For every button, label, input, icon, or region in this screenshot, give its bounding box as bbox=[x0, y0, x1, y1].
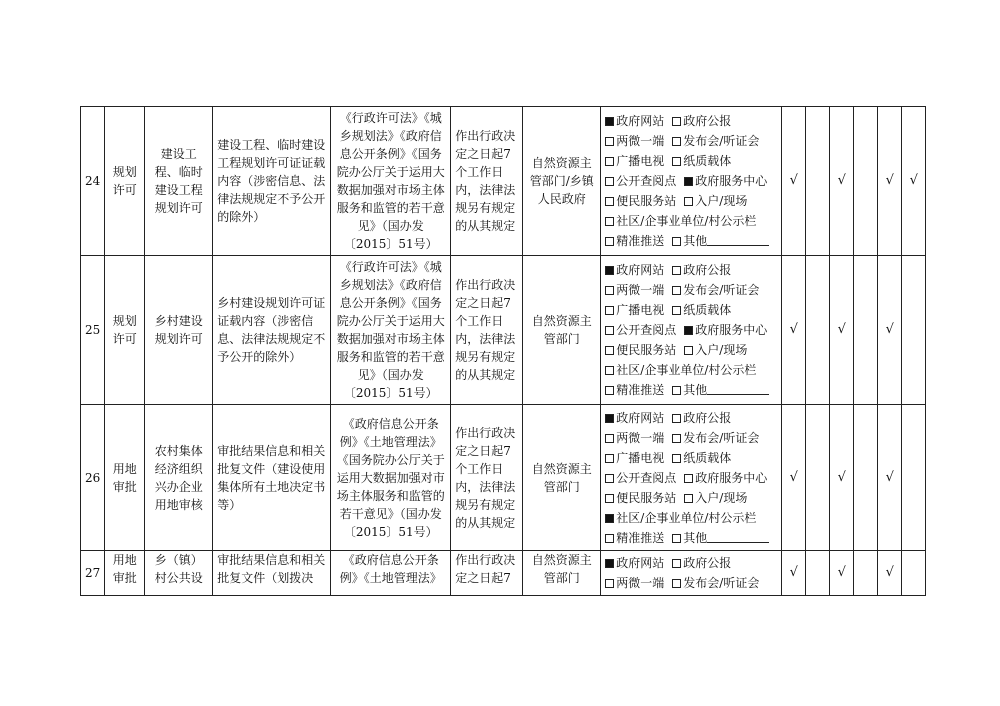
disclosure-channels bbox=[601, 107, 782, 256]
channel-option bbox=[605, 234, 664, 248]
channel-option bbox=[605, 174, 676, 188]
channel-line bbox=[605, 573, 777, 593]
matter-item: 乡（镇）村公共设 bbox=[145, 551, 213, 596]
channel-line bbox=[605, 231, 777, 251]
check-mark-cell: √ bbox=[902, 107, 926, 256]
channel-line bbox=[605, 468, 777, 488]
table-row bbox=[81, 551, 926, 596]
channel-label: 广播电视 bbox=[616, 303, 665, 317]
disclosure-time-limit: 作出行政决定之日起7个工作日内，法律法规另有规定的从其规定 bbox=[451, 405, 523, 551]
channel-label: 政府公报 bbox=[683, 556, 732, 570]
channel-label: 发布会/听证会 bbox=[683, 430, 760, 445]
responsible-department: 自然资源主管部门 bbox=[523, 405, 601, 551]
channel-option bbox=[672, 263, 731, 277]
channel-option bbox=[672, 303, 731, 317]
channel-label: 政府服务中心 bbox=[695, 470, 768, 485]
channel-option bbox=[672, 451, 731, 465]
channel-label: 两微一端 bbox=[616, 576, 665, 590]
checked-box-icon bbox=[684, 177, 693, 186]
checked-box-icon bbox=[605, 414, 614, 423]
disclosure-table bbox=[80, 106, 926, 596]
channel-label: 发布会/听证会 bbox=[683, 283, 760, 297]
channel-label: 社区/企事业单位/村公示栏 bbox=[616, 363, 757, 377]
check-mark-cell: √ bbox=[878, 551, 902, 596]
table-row bbox=[81, 405, 926, 551]
check-mark-cell bbox=[806, 107, 830, 256]
channel-line bbox=[605, 408, 777, 428]
channel-label: 纸质载体 bbox=[683, 154, 732, 168]
channel-label: 发布会/听证会 bbox=[683, 576, 760, 590]
check-mark-cell bbox=[854, 405, 878, 551]
channel-line bbox=[605, 360, 777, 380]
channel-option bbox=[605, 383, 664, 397]
checked-box-icon bbox=[605, 514, 614, 523]
channel-option bbox=[605, 343, 676, 357]
channel-option bbox=[605, 491, 676, 505]
channel-option bbox=[605, 576, 664, 590]
empty-box-icon bbox=[672, 286, 681, 295]
channel-option bbox=[605, 154, 664, 168]
empty-box-icon bbox=[672, 306, 681, 315]
channel-line bbox=[605, 553, 777, 573]
row-number: 26 bbox=[81, 405, 105, 551]
channel-line bbox=[605, 260, 777, 280]
checked-box-icon bbox=[605, 559, 614, 568]
channel-option bbox=[605, 471, 676, 485]
channel-option bbox=[672, 154, 731, 168]
channel-label: 政府网站 bbox=[616, 556, 665, 570]
check-mark-cell bbox=[806, 405, 830, 551]
channel-label: 公开查阅点 bbox=[616, 323, 677, 337]
responsible-department: 自然资源主管部门/乡镇人民政府 bbox=[523, 107, 601, 256]
channel-line bbox=[605, 340, 777, 360]
channel-label: 其他 bbox=[683, 383, 708, 397]
empty-box-icon bbox=[605, 157, 614, 166]
disclosure-channels bbox=[601, 256, 782, 405]
channel-label: 政府服务中心 bbox=[695, 323, 768, 337]
disclosure-basis: 《政府信息公开条例》《土地管理法》 bbox=[331, 551, 451, 596]
empty-box-icon bbox=[684, 494, 693, 503]
empty-box-icon bbox=[605, 454, 614, 463]
channel-label: 两微一端 bbox=[616, 134, 665, 148]
channel-option bbox=[605, 431, 664, 445]
channel-label: 入户/现场 bbox=[695, 490, 748, 505]
check-mark-cell: √ bbox=[830, 405, 854, 551]
channel-line bbox=[605, 380, 777, 400]
channel-option bbox=[605, 531, 664, 545]
empty-box-icon bbox=[605, 237, 614, 246]
channel-label: 便民服务站 bbox=[616, 194, 677, 208]
responsible-department: 自然资源主管部门 bbox=[523, 256, 601, 405]
channel-label: 入户/现场 bbox=[695, 343, 748, 357]
matter-item: 建设工程、临时建设工程规划许可 bbox=[145, 107, 213, 256]
channel-label: 其他 bbox=[683, 530, 708, 545]
check-mark-cell: √ bbox=[782, 107, 806, 256]
empty-box-icon bbox=[605, 137, 614, 146]
channel-option bbox=[605, 363, 756, 377]
channel-label: 便民服务站 bbox=[616, 490, 677, 505]
empty-box-icon bbox=[605, 217, 614, 226]
check-mark-cell: √ bbox=[878, 256, 902, 405]
empty-box-icon bbox=[605, 386, 614, 395]
channel-line bbox=[605, 280, 777, 300]
checked-box-icon bbox=[605, 117, 614, 126]
channel-option bbox=[672, 234, 769, 248]
check-mark-cell bbox=[854, 256, 878, 405]
matter-type: 用地审批 bbox=[105, 551, 145, 596]
empty-box-icon bbox=[605, 579, 614, 588]
channel-label: 精准推送 bbox=[616, 530, 665, 545]
channel-option bbox=[605, 134, 664, 148]
matter-item: 农村集体经济组织兴办企业用地审核 bbox=[145, 405, 213, 551]
channel-option bbox=[672, 283, 759, 297]
channel-label: 便民服务站 bbox=[616, 343, 677, 357]
table-row bbox=[81, 107, 926, 256]
channel-option bbox=[672, 431, 759, 445]
empty-box-icon bbox=[672, 414, 681, 423]
matter-item: 乡村建设规划许可 bbox=[145, 256, 213, 405]
channel-option bbox=[605, 511, 756, 525]
blank-line bbox=[707, 233, 769, 246]
channel-line bbox=[605, 508, 777, 528]
empty-box-icon bbox=[672, 266, 681, 275]
channel-line bbox=[605, 428, 777, 448]
channel-option bbox=[672, 556, 731, 570]
empty-box-icon bbox=[684, 197, 693, 206]
channel-label: 精准推送 bbox=[616, 234, 665, 248]
empty-box-icon bbox=[672, 559, 681, 568]
empty-box-icon bbox=[605, 494, 614, 503]
channel-option bbox=[672, 383, 769, 397]
channel-line bbox=[605, 448, 777, 468]
row-number: 25 bbox=[81, 256, 105, 405]
channel-line bbox=[605, 320, 777, 340]
channel-line bbox=[605, 300, 777, 320]
disclosure-content: 乡村建设规划许可证证载内容（涉密信息、法律法规规定不予公开的除外） bbox=[213, 256, 331, 405]
check-mark-cell: √ bbox=[878, 405, 902, 551]
channel-label: 纸质载体 bbox=[683, 450, 732, 465]
channel-option bbox=[605, 451, 664, 465]
disclosure-content: 审批结果信息和相关批复文件（划拨决 bbox=[213, 551, 331, 596]
channel-label: 广播电视 bbox=[616, 154, 665, 168]
empty-box-icon bbox=[605, 306, 614, 315]
channel-line bbox=[605, 151, 777, 171]
check-mark-cell bbox=[902, 405, 926, 551]
row-number: 24 bbox=[81, 107, 105, 256]
check-mark-cell: √ bbox=[830, 107, 854, 256]
empty-box-icon bbox=[605, 177, 614, 186]
channel-line bbox=[605, 528, 777, 548]
channel-option bbox=[605, 194, 676, 208]
blank-line bbox=[707, 382, 769, 395]
empty-box-icon bbox=[605, 534, 614, 543]
responsible-department: 自然资源主管部门 bbox=[523, 551, 601, 596]
channel-label: 社区/企事业单位/村公示栏 bbox=[616, 214, 757, 228]
disclosure-time-limit: 作出行政决定之日起7个工作日内，法律法规另有规定的从其规定 bbox=[451, 256, 523, 405]
channel-line bbox=[605, 191, 777, 211]
channel-label: 发布会/听证会 bbox=[683, 134, 760, 148]
check-mark-cell bbox=[902, 551, 926, 596]
channel-option bbox=[605, 556, 664, 570]
disclosure-channels bbox=[601, 551, 782, 596]
channel-option bbox=[605, 214, 756, 228]
channel-label: 公开查阅点 bbox=[616, 174, 677, 188]
empty-box-icon bbox=[672, 137, 681, 146]
disclosure-time-limit: 作出行政决定之日起7 bbox=[451, 551, 523, 596]
channel-option bbox=[672, 134, 759, 148]
channel-label: 两微一端 bbox=[616, 283, 665, 297]
channel-line bbox=[605, 131, 777, 151]
disclosure-content: 审批结果信息和相关批复文件（建设使用集体所有土地决定书等） bbox=[213, 405, 331, 551]
empty-box-icon bbox=[605, 326, 614, 335]
channel-line bbox=[605, 211, 777, 231]
row-number: 27 bbox=[81, 551, 105, 596]
channel-label: 政府公报 bbox=[683, 114, 732, 128]
check-mark-cell bbox=[854, 107, 878, 256]
channel-option bbox=[605, 114, 664, 128]
disclosure-time-limit: 作出行政决定之日起7个工作日内，法律法规另有规定的从其规定 bbox=[451, 107, 523, 256]
check-mark-cell: √ bbox=[782, 256, 806, 405]
channel-label: 政府服务中心 bbox=[695, 174, 768, 188]
channel-option bbox=[684, 471, 767, 485]
empty-box-icon bbox=[672, 237, 681, 246]
empty-box-icon bbox=[672, 157, 681, 166]
empty-box-icon bbox=[605, 286, 614, 295]
channel-option bbox=[672, 411, 731, 425]
empty-box-icon bbox=[672, 579, 681, 588]
channel-label: 政府网站 bbox=[616, 114, 665, 128]
empty-box-icon bbox=[605, 197, 614, 206]
channel-label: 政府网站 bbox=[616, 410, 665, 425]
channel-option bbox=[605, 303, 664, 317]
table-row bbox=[81, 256, 926, 405]
check-mark-cell bbox=[806, 551, 830, 596]
channel-line bbox=[605, 111, 777, 131]
matter-type: 用地审批 bbox=[105, 405, 145, 551]
empty-box-icon bbox=[605, 346, 614, 355]
channel-option bbox=[605, 283, 664, 297]
check-mark-cell: √ bbox=[878, 107, 902, 256]
channel-label: 纸质载体 bbox=[683, 303, 732, 317]
empty-box-icon bbox=[684, 474, 693, 483]
empty-box-icon bbox=[605, 434, 614, 443]
channel-label: 精准推送 bbox=[616, 383, 665, 397]
channel-option bbox=[605, 411, 664, 425]
channel-option bbox=[672, 114, 731, 128]
empty-box-icon bbox=[605, 366, 614, 375]
disclosure-content: 建设工程、临时建设工程规划许可证证载内容（涉密信息、法律法规规定不予公开的除外） bbox=[213, 107, 331, 256]
channel-label: 政府公报 bbox=[683, 410, 732, 425]
channel-line bbox=[605, 171, 777, 191]
checked-box-icon bbox=[684, 326, 693, 335]
channel-option bbox=[684, 343, 747, 357]
channel-label: 社区/企事业单位/村公示栏 bbox=[616, 510, 757, 525]
disclosure-basis: 《政府信息公开条例》《土地管理法》《国务院办公厅关于运用大数据加强对市场主体服务和监管的若干意见》（国办发〔2015〕51号） bbox=[331, 405, 451, 551]
channel-option bbox=[684, 174, 767, 188]
channel-label: 广播电视 bbox=[616, 450, 665, 465]
channel-option bbox=[672, 531, 769, 545]
channel-label: 公开查阅点 bbox=[616, 470, 677, 485]
check-mark-cell bbox=[806, 256, 830, 405]
channel-option bbox=[672, 576, 759, 590]
channel-label: 其他 bbox=[683, 234, 708, 248]
checked-box-icon bbox=[605, 266, 614, 275]
empty-box-icon bbox=[672, 454, 681, 463]
disclosure-channels bbox=[601, 405, 782, 551]
check-mark-cell: √ bbox=[782, 405, 806, 551]
check-mark-cell: √ bbox=[830, 551, 854, 596]
blank-line bbox=[707, 530, 769, 543]
channel-label: 政府网站 bbox=[616, 263, 665, 277]
channel-label: 两微一端 bbox=[616, 430, 665, 445]
check-mark-cell bbox=[902, 256, 926, 405]
disclosure-basis: 《行政许可法》《城乡规划法》《政府信息公开条例》《国务院办公厅关于运用大数据加强对市场主体服务和监管的若干意见》（国办发〔2015〕51号） bbox=[331, 256, 451, 405]
channel-line bbox=[605, 488, 777, 508]
channel-option bbox=[684, 194, 747, 208]
disclosure-basis: 《行政许可法》《城乡规划法》《政府信息公开条例》《国务院办公厅关于运用大数据加强对市场主体服务和监管的若干意见》（国办发〔2015〕51号） bbox=[331, 107, 451, 256]
check-mark-cell: √ bbox=[830, 256, 854, 405]
channel-option bbox=[605, 263, 664, 277]
channel-option bbox=[605, 323, 676, 337]
empty-box-icon bbox=[605, 474, 614, 483]
channel-option bbox=[684, 491, 747, 505]
channel-label: 政府公报 bbox=[683, 263, 732, 277]
matter-type: 规划许可 bbox=[105, 256, 145, 405]
empty-box-icon bbox=[672, 434, 681, 443]
empty-box-icon bbox=[672, 386, 681, 395]
matter-type: 规划许可 bbox=[105, 107, 145, 256]
check-mark-cell bbox=[854, 551, 878, 596]
empty-box-icon bbox=[684, 346, 693, 355]
channel-label: 入户/现场 bbox=[695, 194, 748, 208]
channel-option bbox=[684, 323, 767, 337]
check-mark-cell: √ bbox=[782, 551, 806, 596]
empty-box-icon bbox=[672, 534, 681, 543]
empty-box-icon bbox=[672, 117, 681, 126]
